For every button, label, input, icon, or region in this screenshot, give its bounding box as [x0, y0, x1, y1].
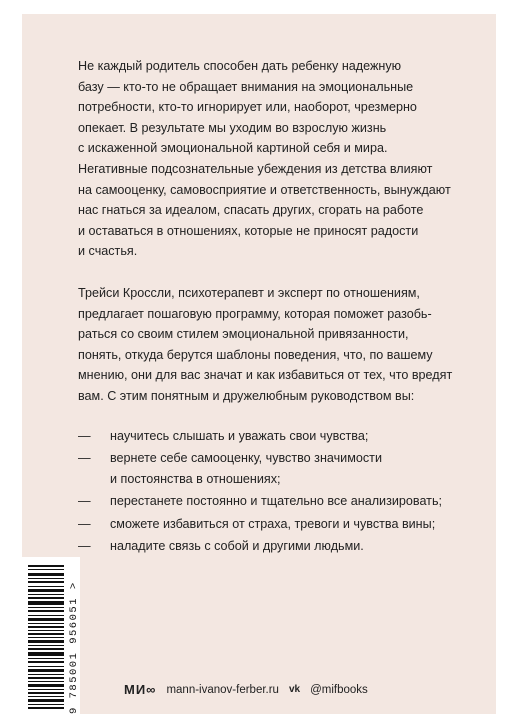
publisher-logo: МИ∞	[124, 682, 157, 697]
text-line: научитесь слышать и уважать свои чувства;	[110, 428, 369, 443]
dash-marker: —	[78, 539, 91, 554]
text-line: и счастья.	[78, 244, 138, 259]
text-line: с искаженной эмоциональной картиной себя и мира.	[78, 141, 388, 156]
text-line: наладите связь с собой и другими людьми.	[110, 539, 364, 554]
back-cover	[22, 14, 496, 714]
text-line: вам. С этим понятным и дружелюбным руководством вы:	[78, 388, 415, 403]
list-item	[78, 448, 468, 489]
text-line: потребности, кто-то игнорирует или, наоборот, чрезмерно	[78, 100, 417, 115]
text-line: и оставаться в отношениях, которые не приносят радости	[78, 223, 419, 238]
text-line: перестанете постоянно и тщательно все анализировать;	[110, 494, 442, 509]
text-line: понять, откуда берутся шаблоны поведения, что, по вашему	[78, 347, 433, 362]
dash-marker: —	[78, 451, 91, 466]
text-line: предлагает пошаговую программу, которая поможет разобь-	[78, 306, 432, 321]
list-item	[78, 514, 468, 535]
barcode-digits: 9 785001 956051 >	[68, 581, 80, 714]
paragraph-1	[78, 56, 468, 262]
list-item	[78, 491, 468, 512]
barcode-bars-icon	[28, 563, 64, 713]
text-line: раться со своим стилем эмоциональной привязанности,	[78, 327, 409, 342]
dash-marker: —	[78, 516, 91, 531]
publisher-website: mann-ivanov-ferber.ru	[166, 683, 279, 696]
text-line: и постоянства в отношениях;	[110, 471, 281, 486]
text-line: на самооценку, самовосприятие и ответственность, вынуждают	[78, 182, 451, 197]
publisher-footer	[124, 682, 368, 697]
bullet-list	[78, 426, 468, 558]
text-line: вернете себе самооценку, чувство значимости	[110, 451, 382, 466]
text-line: нас гнаться за идеалом, спасать других, сгорать на работе	[78, 203, 424, 218]
text-line: Негативные подсознательные убеждения из детства влияют	[78, 161, 433, 176]
vk-icon: vk	[288, 684, 301, 695]
dash-marker: —	[78, 428, 91, 443]
description-text	[78, 56, 468, 557]
text-line: сможете избавиться от страха, тревоги и чувства вины;	[110, 516, 436, 531]
text-line: Трейси Кроссли, психотерапевт и эксперт по отношениям,	[78, 285, 420, 300]
list-item	[78, 536, 468, 557]
list-item	[78, 426, 468, 447]
dash-marker: —	[78, 494, 91, 509]
text-line: Не каждый родитель способен дать ребенку надежную	[78, 59, 402, 73]
paragraph-2	[78, 283, 468, 407]
text-line: базу — кто-то не обращает внимания на эмоциональные	[78, 79, 414, 94]
social-handle: @mifbooks	[310, 683, 368, 696]
text-line: опекает. В результате мы уходим во взрослую жизнь	[78, 120, 387, 135]
text-line: мнению, они для вас значат и как избавиться от тех, что вредят	[78, 368, 453, 383]
